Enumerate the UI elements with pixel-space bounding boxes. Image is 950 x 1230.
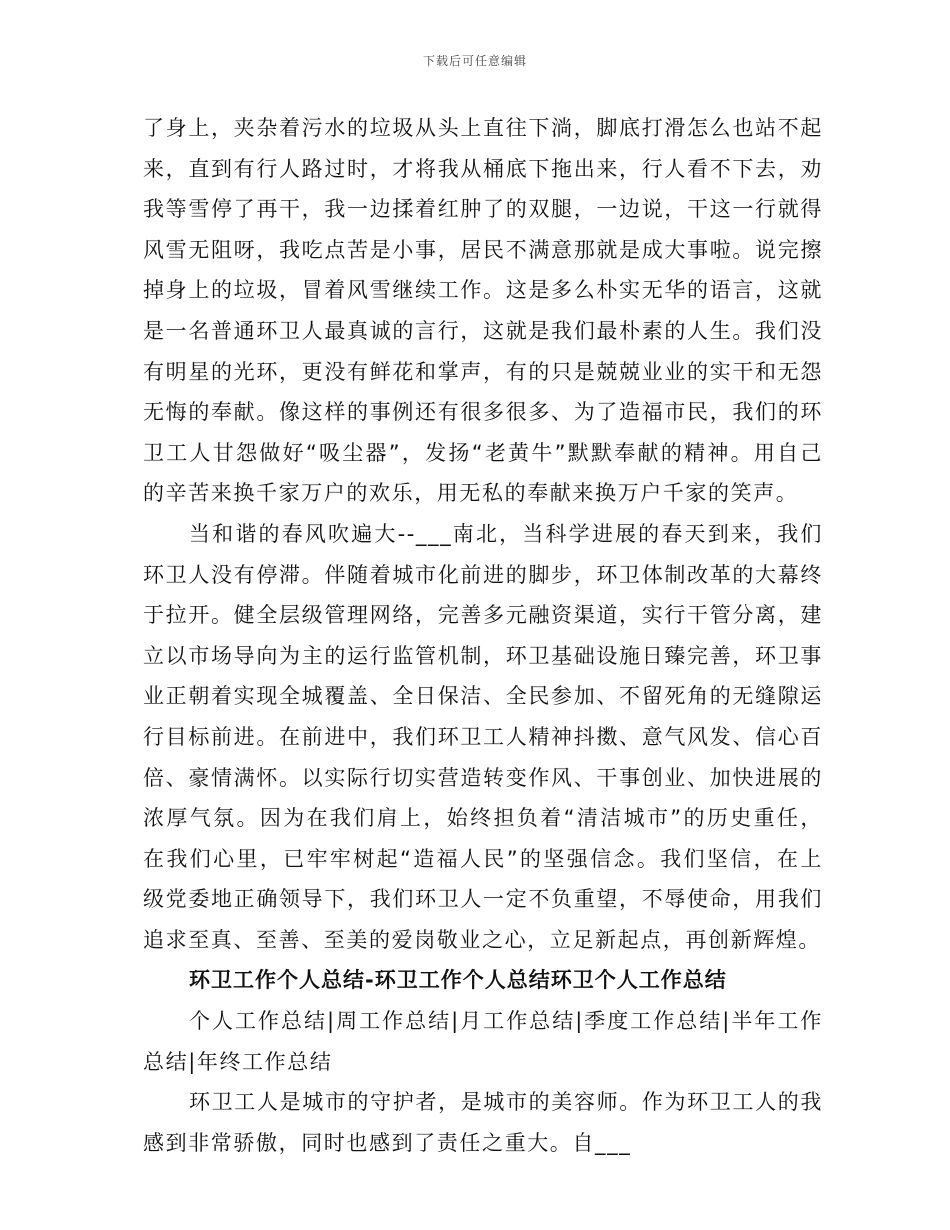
paragraph-3: 个人工作总结|周工作总结|月工作总结|季度工作总结|半年工作总结|年终工作总结 xyxy=(143,1009,823,1074)
section-heading: 环卫工作个人总结-环卫工作个人总结环卫个人工作总结 xyxy=(189,968,727,993)
document-body xyxy=(143,108,823,1163)
paragraph-1: 了身上，夹杂着污水的垃圾从头上直往下淌，脚底打滑怎么也站不起来，直到有行人路过时，才将我从桶底下拖出来，行人看不下去，劝我等雪停了再干，我一边揉着红肿了的双腿，一边说，干这一行就得风雪无阻呀，我吃点苦是小事，居民不满意那就是成大事啦。说完擦掉身上的垃圾，冒着风雪继续工作。这是多么朴实无华的语言，这就是一名普通环卫人最真诚的言行，这就是我们最朴素的人生。我们没有明星的光环，更没有鲜花和掌声，有的只是兢兢业业的实干和无怨无悔的奉献。像这样的事例还有很多很多、为了造福市民，我们的环卫工人甘怨做好“吸尘器”，发扬“老黄牛”默默奉献的精神。用自己的辛苦来换千家万户的欢乐，用无私的奉献来换万户千家的笑声。 xyxy=(143,116,823,506)
paragraph-2: 当和谐的春风吹遍大--___南北，当科学进展的春天到来，我们环卫人没有停滞。伴随着城市化前进的脚步，环卫体制改革的大幕终于拉开。健全层级管理网络，完善多元融资渠道，实行干管分离，建立以市场导向为主的运行监管机制，环卫基础设施日臻完善，环卫事业正朝着实现全城覆盖、全日保洁、全民参加、不留死角的无缝隙运行目标前进。在前进中，我们环卫工人精神抖擞、意气风发、信心百倍、豪情满怀。以实际行切实营造转变作风、干事创业、加快进展的浓厚气氛。因为在我们肩上，始终担负着“清洁城市”的历史重任，在我们心里，已牢牢树起“造福人民”的坚强信念。我们坚信，在上级党委地正确领导下，我们环卫人一定不负重望，不辱使命，用我们追求至真、至善、至美的爱岗敬业之心，立足新起点，再创新辉煌。 xyxy=(143,521,823,952)
page-header: 下载后可任意编辑 xyxy=(422,54,527,68)
paragraph-4: 环卫工人是城市的守护者，是城市的美容师。作为环卫工人的我感到非常骄傲，同时也感到了责任之重大。自___ xyxy=(143,1090,823,1155)
